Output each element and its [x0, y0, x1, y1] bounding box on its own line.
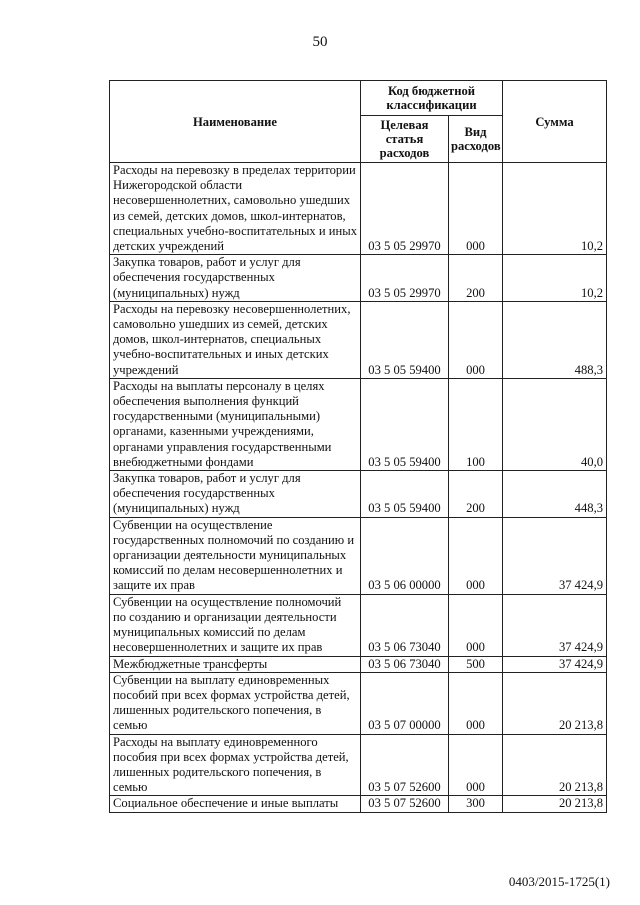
- row-sum: 20 213,8: [503, 796, 607, 812]
- row-expense-type: 300: [449, 796, 503, 812]
- table-row: [110, 517, 607, 594]
- row-name: Расходы на перевозку в пределах территории Нижегородской области несовершеннолетних, самовольно ушедших из семей, детских домов, школ-интернатов, специальных учебно-воспитательных и иных детских учреждений: [110, 163, 361, 255]
- row-sum: 40,0: [503, 378, 607, 470]
- header-expense-type: Вид расходов: [449, 116, 503, 163]
- row-sum: 20 213,8: [503, 672, 607, 734]
- row-target-article: 03 5 05 29970: [361, 255, 449, 302]
- row-target-article: 03 5 05 59400: [361, 378, 449, 470]
- row-expense-type: 100: [449, 378, 503, 470]
- table-row: [110, 163, 607, 255]
- row-expense-type: 000: [449, 163, 503, 255]
- row-expense-type: 000: [449, 672, 503, 734]
- row-expense-type: 200: [449, 471, 503, 518]
- header-target-article: Целевая статья расходов: [361, 116, 449, 163]
- row-target-article: 03 5 06 73040: [361, 594, 449, 656]
- table-header: [110, 81, 607, 163]
- row-sum: 10,2: [503, 255, 607, 302]
- budget-table: [109, 80, 607, 813]
- table-row: [110, 656, 607, 672]
- row-name: Субвенции на осуществление полномочий по созданию и организации деятельности муниципальных комиссий по делам несовершеннолетних и защите их прав: [110, 594, 361, 656]
- row-expense-type: 000: [449, 301, 503, 378]
- row-target-article: 03 5 06 00000: [361, 517, 449, 594]
- document-code: 0403/2015-1725(1): [508, 874, 610, 889]
- header-sum: Сумма: [503, 81, 607, 163]
- table-row: [110, 594, 607, 656]
- row-expense-type: 500: [449, 656, 503, 672]
- table-body: [110, 163, 607, 813]
- row-target-article: 03 5 07 52600: [361, 796, 449, 812]
- row-name: Социальное обеспечение и иные выплаты: [110, 796, 361, 812]
- table-row: [110, 301, 607, 378]
- row-sum: 20 213,8: [503, 734, 607, 796]
- table-row: [110, 255, 607, 302]
- page-number: 50: [312, 34, 328, 50]
- row-name: Расходы на выплаты персоналу в целях обеспечения выполнения функций государственными (муниципальными) органами, казенными учреждениями, органами управления государственными внебюджетными фондами: [110, 378, 361, 470]
- row-expense-type: 000: [449, 734, 503, 796]
- header-code-group: Код бюджетной классификации: [361, 81, 503, 116]
- row-target-article: 03 5 05 59400: [361, 471, 449, 518]
- row-name: Субвенции на выплату единовременных пособий при всех формах устройства детей, лишенных родительского попечения, в семью: [110, 672, 361, 734]
- row-name: Закупка товаров, работ и услуг для обеспечения государственных (муниципальных) нужд: [110, 255, 361, 302]
- row-sum: 37 424,9: [503, 517, 607, 594]
- row-expense-type: 200: [449, 255, 503, 302]
- row-expense-type: 000: [449, 517, 503, 594]
- table-row: [110, 378, 607, 470]
- table-row: [110, 471, 607, 518]
- header-name: Наименование: [110, 81, 361, 163]
- row-expense-type: 000: [449, 594, 503, 656]
- row-target-article: 03 5 06 73040: [361, 656, 449, 672]
- row-name: Расходы на выплату единовременного пособия при всех формах устройства детей, лишенных родительского попечения, в семью: [110, 734, 361, 796]
- row-sum: 448,3: [503, 471, 607, 518]
- row-sum: 10,2: [503, 163, 607, 255]
- row-target-article: 03 5 05 29970: [361, 163, 449, 255]
- table-row: [110, 734, 607, 796]
- row-sum: 488,3: [503, 301, 607, 378]
- table-row: [110, 672, 607, 734]
- row-target-article: 03 5 07 52600: [361, 734, 449, 796]
- row-name: Субвенции на осуществление государственных полномочий по созданию и организации деятельности муниципальных комиссий по делам несовершеннолетних и защите их прав: [110, 517, 361, 594]
- row-sum: 37 424,9: [503, 656, 607, 672]
- row-name: Межбюджетные трансферты: [110, 656, 361, 672]
- row-sum: 37 424,9: [503, 594, 607, 656]
- row-target-article: 03 5 05 59400: [361, 301, 449, 378]
- table-row: [110, 796, 607, 812]
- row-target-article: 03 5 07 00000: [361, 672, 449, 734]
- row-name: Закупка товаров, работ и услуг для обеспечения государственных (муниципальных) нужд: [110, 471, 361, 518]
- row-name: Расходы на перевозку несовершеннолетних, самовольно ушедших из семей, детских домов, школ-интернатов, специальных учебно-воспитательных и иных детских учреждений: [110, 301, 361, 378]
